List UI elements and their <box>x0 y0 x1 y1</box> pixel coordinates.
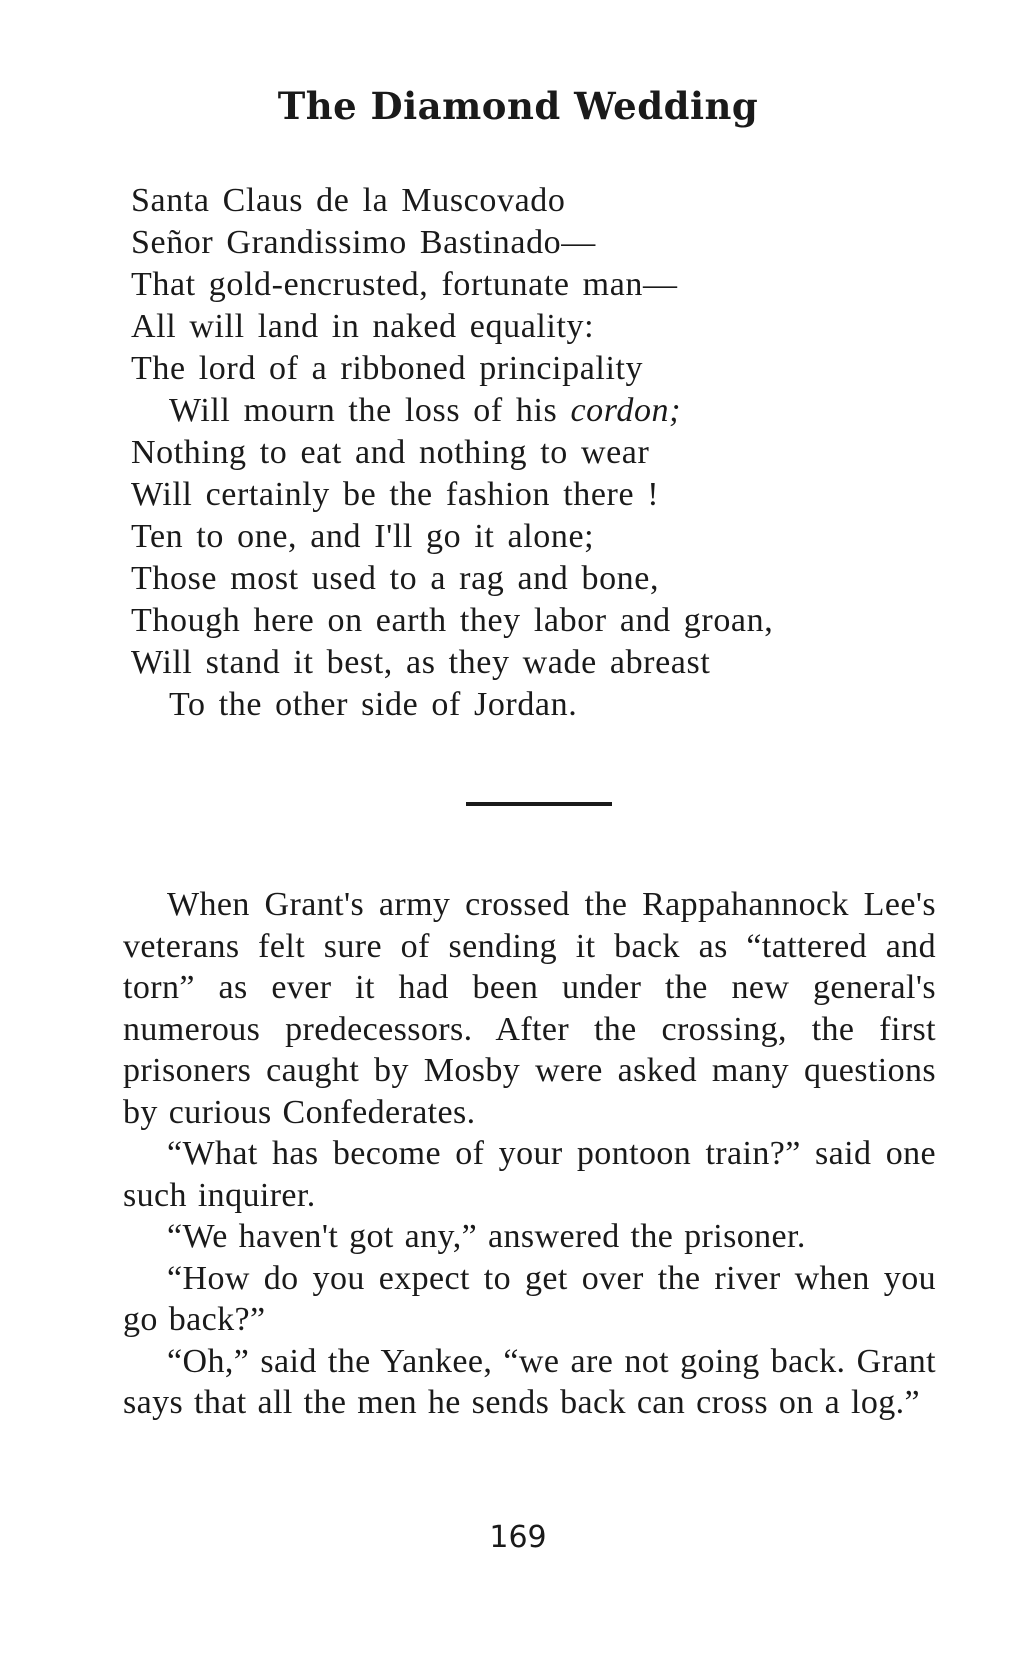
poem-stanza <box>131 180 911 726</box>
poem-line: To the other side of Jordan. <box>169 686 578 723</box>
poem-line-text: Will mourn the loss of his <box>169 392 571 429</box>
poem-line: Those most used to a rag and bone, <box>131 560 660 597</box>
paragraph: “Oh,” said the Yankee, “we are not going back. Grant says that all the men he sends back can cross on a log.” <box>123 1342 936 1421</box>
paragraph: “What has become of your pontoon train?” said one such inquirer. <box>123 1135 936 1214</box>
poem-line-italic: cordon; <box>570 392 682 429</box>
poem-line: Though here on earth they labor and groan, <box>131 602 774 639</box>
page-number: 169 <box>489 1520 547 1555</box>
poem-line: Señor Grandissimo Bastinado— <box>131 224 596 261</box>
poem-line <box>131 390 911 432</box>
poem-line: All will land in naked equality: <box>131 308 595 345</box>
paragraph: “We haven't got any,” answered the prisoner. <box>167 1218 806 1255</box>
poem-line: Nothing to eat and nothing to wear <box>131 434 650 471</box>
section-divider <box>466 802 612 806</box>
page-title: The Diamond Wedding <box>277 84 759 128</box>
paragraph: “How do you expect to get over the river when you go back?” <box>123 1259 936 1338</box>
poem-line: That gold-encrusted, fortunate man— <box>131 266 678 303</box>
poem-line: Ten to one, and I'll go it alone; <box>131 518 595 555</box>
poem-line: The lord of a ribboned principality <box>131 350 644 387</box>
paragraph: When Grant's army crossed the Rappahannock Lee's veterans felt sure of sending it back as “tattered and torn” as ever it had been under the new general's numerous predecessors. After the crossing, the first prisoners caught by Mosby were asked many questions by curious Confederates. <box>123 886 936 1131</box>
anecdote-section <box>123 884 936 1424</box>
poem-line: Will certainly be the fashion there ! <box>131 476 660 513</box>
poem-line: Will stand it best, as they wade abreast <box>131 644 711 681</box>
poem-line: Santa Claus de la Muscovado <box>131 182 566 219</box>
